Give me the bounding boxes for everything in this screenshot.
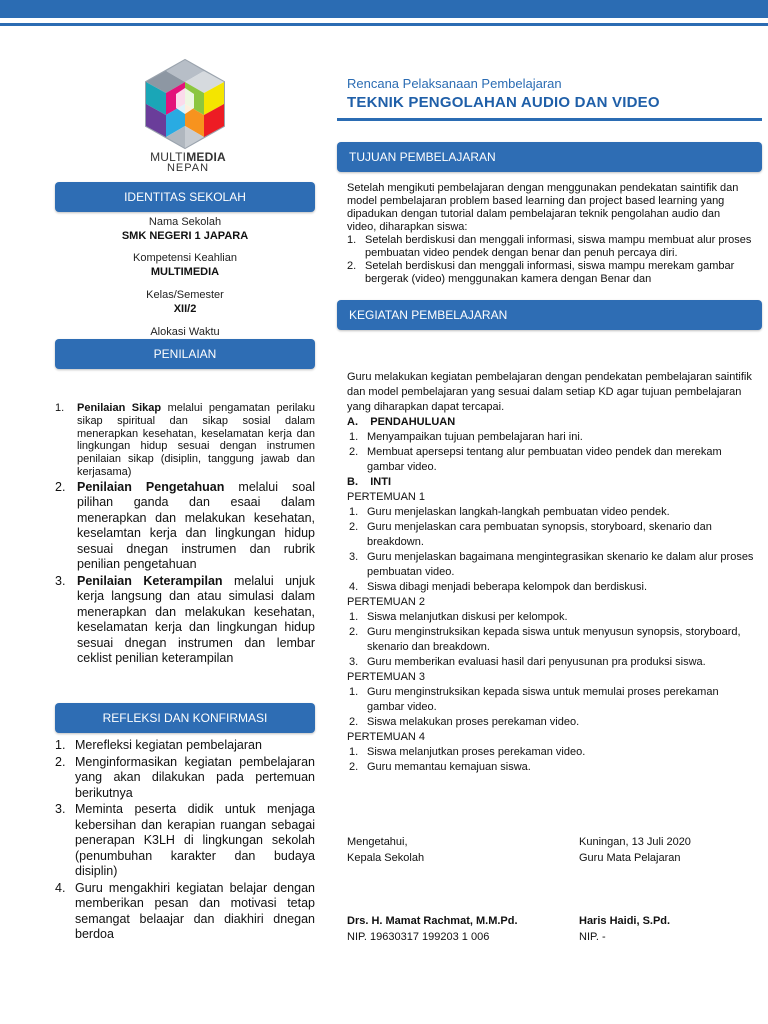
list-item: 1. Siswa melanjutkan proses perekaman video. — [349, 746, 586, 758]
logo-wordmark: MULTIMEDIA — [150, 150, 226, 164]
list-item: 3. Guru menjelaskan bagaimana mengintegrasikan skenario ke dalam alur proses pembuatan video. — [349, 551, 754, 578]
list-item: 4. Guru mengakhiri kegiatan belajar dengan memberikan pesan dan motivasi tetap semangat belaajar dan diakhiri dnegan berdoa — [55, 880, 315, 941]
list-item: 2. Siswa melakukan proses perekaman video. — [349, 716, 580, 728]
kegiatan-intro: Guru melakukan kegiatan pembelajaran dengan pendekatan pembelajaran saintifik dan model pembelajaran yang sesuai dalam setiap KD agar tujuan pembelajaran yang diharapkan dapat tercapai. — [347, 371, 752, 413]
list-item: 2. Membuat apersepsi tentang alur pembuatan video pendek dan merekam gambar video. — [349, 446, 722, 473]
identitas-header: IDENTITAS SEKOLAH — [55, 182, 315, 212]
section-inti: B. INTI — [347, 476, 392, 488]
identitas-alokasi: Alokasi Waktu — [150, 326, 220, 338]
kegiatan-header: KEGIATAN PEMBELAJARAN — [337, 300, 762, 330]
list-item: 3. Penilaian Keterampilan melalui unjuk kerja langsung dan atau simulasi dalam menerapkan dan melakukan kesehatan, keselamatan kerja dan lingkungan hidup sesuai dnegan instrumen dan lembar ceklist penilian keterampilan — [55, 573, 315, 666]
list-item: 2. Guru menjelaskan cara pembuatan synopsis, storyboard, skenario dan breakdown. — [349, 521, 712, 548]
list-item: 1. Guru menginstruksikan kepada siswa untuk memulai proses perekaman gambar video. — [349, 686, 719, 713]
penilaian-header: PENILAIAN — [55, 339, 315, 369]
meeting-title: PERTEMUAN 3 — [347, 671, 426, 683]
refleksi-list — [55, 738, 315, 944]
penilaian-list — [55, 402, 315, 668]
signature-right-name: Haris Haidi, S.Pd. NIP. - — [579, 915, 671, 943]
list-item: 1. Menyampaikan tujuan pembelajaran hari ini. — [349, 431, 583, 443]
hexagon-logo-icon — [142, 58, 228, 150]
signature-left-heading: Mengetahui, Kepala Sekolah — [347, 836, 425, 864]
tujuan-header: TUJUAN PEMBELAJARAN — [337, 142, 762, 172]
section-pendahuluan: A. PENDAHULUAN — [347, 416, 456, 428]
tujuan-intro: Setelah mengikuti pembelajaran dengan menggunakan pendekatan saintifik dan model pembelajaran problem based learning dan project based learning yang dipadukan dengan tutorial dalam pembelajaran teknik pengolahan audio dan video, diharapkan siswa: — [347, 182, 739, 233]
list-item: 1. Guru menjelaskan langkah-langkah pembuatan video pendek. — [349, 506, 670, 518]
multimedia-logo — [140, 58, 230, 150]
signature-right-heading: Kuningan, 13 Juli 2020 Guru Mata Pelajaran — [579, 836, 691, 864]
tujuan-list — [347, 234, 752, 286]
list-item: 1. Merefleksi kegiatan pembelajaran — [55, 738, 262, 752]
identitas-nama-sekolah: Nama Sekolah SMK NEGERI 1 JAPARA — [121, 216, 249, 242]
list-item: 1. Siswa melanjutkan diskusi per kelompok. — [349, 611, 568, 623]
list-item: 2. Guru memantau kemajuan siswa. — [349, 761, 531, 773]
list-item: 4. Siswa dibagi menjadi beberapa kelompok dan berdiskusi. — [349, 581, 648, 593]
document-subtitle: Rencana Pelaksanaan Pembelajaran — [347, 76, 562, 91]
identitas-kelas: Kelas/Semester XII/2 — [146, 289, 224, 315]
list-item: 2. Setelah berdiskusi dan menggali informasi, siswa mampu merekam gambar bergerak (video) menggunakan kamera dengan Benar dan — [347, 260, 735, 285]
identitas-kompetensi: Kompetensi Keahlian MULTIMEDIA — [133, 252, 237, 278]
list-item: 1. Penilaian Sikap melalui pengamatan perilaku sikap spiritual dan sikap sosial dalam menerapkan kesehatan, keselamatan kerja dan lingkungan hidup sesuai dengan instrumen penilaian sikap (disiplin, tanggung jawab dan kerjasama) — [55, 402, 316, 478]
title-underline — [337, 118, 762, 121]
kegiatan-content — [347, 370, 757, 775]
meeting-title: PERTEMUAN 1 — [347, 491, 426, 503]
list-item: 2. Penilaian Pengetahuan melalui soal pilihan ganda dan esaai dalam menerapkan dan melakukan kesehatan, keselamtan kerja dan lingkungan hidup sesuai dnegan instrumen dan rubrik penilian pengetahuan — [55, 479, 315, 572]
list-item: 3. Meminta peserta didik untuk menjaga kebersihan dan kerapian ruangan sebagai penerapan K3LH di lingkungan sekolah (penumbuhan karakter dan budaya disiplin) — [55, 802, 315, 878]
logo-subtitle: NEPAN — [166, 162, 210, 174]
meeting-title: PERTEMUAN 2 — [347, 596, 426, 608]
top-rule — [0, 23, 768, 26]
refleksi-header: REFLEKSI DAN KONFIRMASI — [55, 703, 315, 733]
document-title: TEKNIK PENGOLAHAN AUDIO DAN VIDEO — [347, 94, 660, 111]
list-item: 1. Setelah berdiskusi dan menggali informasi, siswa mampu membuat alur proses pembuatan video pendek dengan benar dan penuh percaya diri. — [347, 234, 752, 259]
meeting-title: PERTEMUAN 4 — [347, 731, 426, 743]
signature-left-name: Drs. H. Mamat Rachmat, M.M.Pd. NIP. 19630317 199203 1 006 — [347, 915, 518, 943]
tujuan-content — [347, 182, 752, 298]
top-banner — [0, 0, 768, 18]
list-item: 2. Menginformasikan kegiatan pembelajaran yang akan dilakukan pada pertemuan berikutnya — [55, 754, 315, 800]
list-item: 3. Guru memberikan evaluasi hasil dari penyusunan pra produksi siswa. — [349, 656, 706, 668]
list-item: 2. Guru menginstruksikan kepada siswa untuk menyusun synopsis, storyboard, skenario dan breakdown. — [349, 626, 741, 653]
